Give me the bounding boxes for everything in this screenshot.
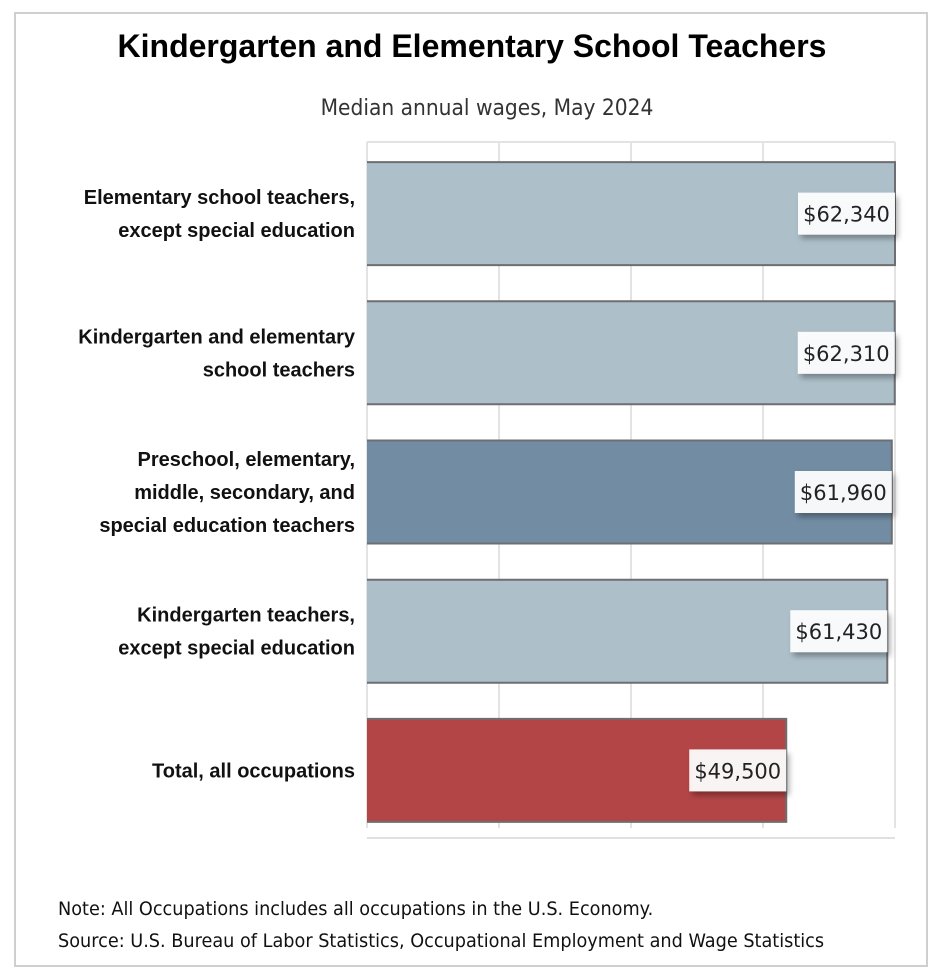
- chart-subtitle: Median annual wages, May 2024: [320, 96, 654, 121]
- category-label: except special education: [118, 220, 355, 243]
- category-label: Kindergarten and elementary: [78, 326, 355, 349]
- category-labels: [78, 187, 356, 782]
- category-label: middle, secondary, and: [134, 482, 355, 504]
- source-note: Source: U.S. Bureau of Labor Statistics, Occupational Employment and Wage Statistics: [58, 930, 825, 952]
- category-label: Preschool, elementary,: [137, 449, 355, 471]
- category-label: special education teachers: [99, 515, 355, 537]
- category-label: Kindergarten teachers,: [137, 604, 355, 627]
- footnote: Note: All Occupations includes all occupations in the U.S. Economy.: [58, 898, 654, 920]
- value-label: $61,430: [795, 620, 883, 645]
- category-label: except special education: [118, 637, 355, 660]
- value-label: $62,310: [802, 341, 890, 366]
- category-label: school teachers: [202, 359, 355, 382]
- value-label: $61,960: [799, 481, 887, 505]
- category-label: Total, all occupations: [152, 760, 355, 783]
- category-label: Elementary school teachers,: [83, 187, 355, 210]
- value-label: $49,500: [694, 759, 782, 784]
- chart-title: Kindergarten and Elementary School Teachers: [117, 28, 827, 64]
- value-label: $62,340: [803, 202, 890, 227]
